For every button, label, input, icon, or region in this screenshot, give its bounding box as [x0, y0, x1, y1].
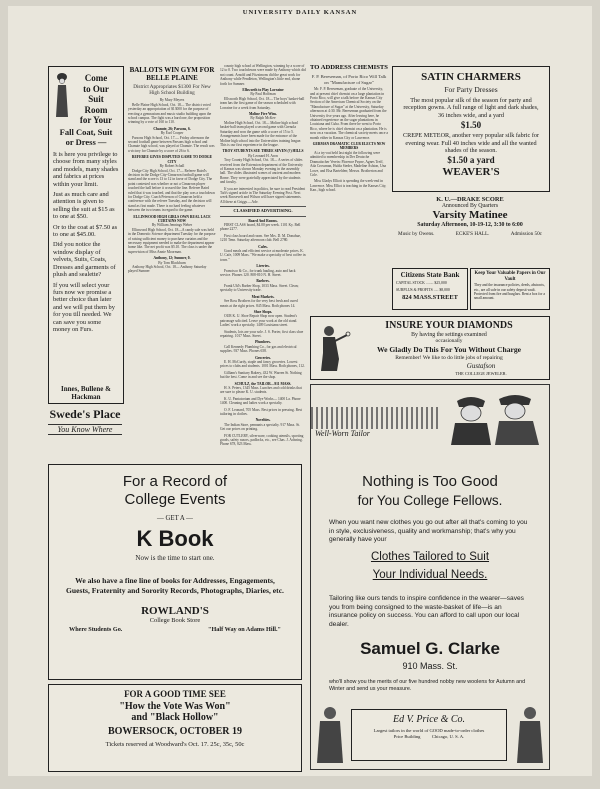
two-men-illustration [443, 391, 547, 445]
headline-dodge-city: REFEREE GIVES DISPUTED GAME TO DODGE CITY [131, 155, 213, 164]
varsity-title: Varsity Matinee [432, 209, 508, 221]
article-text: Moline High School, Oct. 18— Moline high school basket-ball team played a second game with Grenola Saturday and won the game with a score of 15 to 5. Arrangements have been made for the entrance of the Moline high school into the Universities training league. This is our first experience in the league. [220, 120, 302, 147]
classified-ad: See Ross Brothers for the very best fresh and cured meats at the right prices. 845 Mass. Both phones 14. [220, 299, 298, 308]
classified-ad: Students, lots are your sole. J. S. Porter, first class shoe repairing. 1017 Mass. Street. [220, 329, 304, 338]
innes-headline-line: Come [84, 73, 108, 83]
innes-paragraph: It is here you privilege to choose from many styles and models, many shades and fabrics at prices within your limit. [53, 151, 119, 188]
classified-category: Cafes. [258, 244, 268, 249]
classified-ad: E. H. McCurdy, staple and fancy groceries. Lowest prices to clubs and students. 1001 Mass. Both phones, 112. [220, 359, 305, 369]
headline-chemists: TO ADDRESS CHEMISTS [310, 64, 388, 71]
varsity-music: Music by Owens. [398, 231, 435, 237]
swede-tagline: You Know Where [48, 424, 122, 435]
innes-headline-line: to Our [83, 83, 109, 94]
article-text: If you are interested in politics, be sure to read President Taft's signed article in The Saturday Evening Post. Next week Roosevelt and Wilson will have signed statements. All these at Griggs.—Adv. [220, 186, 306, 204]
classified-category: Shoe Shops. [253, 309, 273, 314]
headline-german-club: GERMAN DRAMATIC CLUB ELECTS NEW MEMBERS [312, 142, 386, 151]
divider [220, 206, 306, 207]
bank-address: 824 MASS.STREET [402, 294, 458, 302]
kbook-sub: Now is the time to start one. [135, 554, 215, 562]
rowland-where2: "Half Way on Adams Hill." [208, 626, 281, 634]
diamonds-sub1: By having the settings examined [411, 332, 487, 338]
article-text: Anthony High School, Oct. 18— Anthony Saturday played Sumner [128, 265, 207, 274]
clarke-head4: Your Individual Needs. [372, 569, 488, 581]
masthead: UNIVERSITY DAILY KANSAN [242, 9, 358, 16]
rowland-store: ROWLAND'S [141, 605, 209, 618]
clarke-text1: When you want new clothes you go out after all that's coming to you in style, exclusiveness, quality and workmanship; that's why you generally have your [329, 519, 528, 544]
news-column-4 [310, 64, 388, 306]
woman-figure-illustration [53, 71, 71, 119]
goodtime-line2: "How the Vote Was Won" [119, 701, 231, 712]
classified-ad: O. F. Leonard, 705 Mass. Best prices in pressing. Best tailoring in clothes. [220, 407, 302, 417]
diamonds-ad [310, 316, 550, 380]
price-logo-box [351, 709, 507, 761]
classified-ad: First class board and room. See Mrs. D. M. Donahue, 1210 Tenn. Saturday afternoon club. Bell 2780. [220, 233, 301, 243]
man-right-illustration [515, 703, 545, 763]
crepe-text: CREPE METEOR, another very popular silk fabric for evening wear. Full 40 inches wide and all the wanted shades of the season. [402, 132, 540, 155]
classified-ad: FOR CUTLERY, silverware, cooking utensils, sporting goods, safety razors, padlocks, etc., see Chas. J. Achning. Phone 678, 823 Mass. [220, 433, 304, 447]
classified-heading: CLASSIFIED ADVERTISING. [233, 208, 293, 214]
varsity-admission: Admission 50c [510, 231, 542, 237]
innes-ad [48, 66, 124, 404]
clarke-script: Well-Worn Tailor [315, 429, 370, 438]
divider [220, 216, 306, 217]
clarke-ad [310, 384, 550, 770]
classified-ad: Francisco & Co., for trunk hauling, auto and hack service. Phones 120. 808-810 N. H. Street. [220, 268, 296, 278]
innes-paragraph: Did you notice the window display of velvets, Suits, Coats, Dresses and garments of plush and sealette? [53, 241, 116, 279]
byline: By Ralph McKee [250, 116, 276, 121]
crepe-price: $1.50 a yard [447, 155, 495, 166]
kbook-line1: For a Record of [122, 473, 228, 490]
classified-category: Liveries. [256, 264, 270, 269]
byline: By Mary Meyers [159, 98, 185, 103]
classified-ad: The Indian Store, pennants a specialty. 917 Mass. St. Get our prices on printing. [220, 422, 301, 432]
classified-ad: Frank Uhl's Barber Shop, 1033 Mass. Street. Clean; specialty to University trade. [220, 283, 299, 293]
subhead-chemists: F. P. Bereseman, of Porto Rico Will Talk on "Manufacture of Sugar" [311, 74, 387, 85]
kbook-get: — GET A — [157, 515, 193, 522]
clarke-name: Samuel G. Clarke [360, 639, 500, 658]
rowland-footer [49, 624, 301, 635]
kbook-title: K Book [136, 526, 214, 551]
satin-text: The most popular silk of the season for party and reception gowns. A full range of light and dark shades, 36 inches wide, and a yard [403, 97, 539, 119]
swede-name: Swede's Place [49, 407, 121, 421]
innes-headline-line: Suit [88, 94, 104, 104]
rowland-subtitle: College Book Store [149, 617, 201, 625]
varsity-line1: K. U.—DRAKE SCORE [436, 196, 504, 203]
gustafson-signature: Gustafson [466, 362, 496, 370]
diamonds-title: INSURE YOUR DIAMONDS [385, 320, 513, 331]
headline-ellsworth: Ellsworth to Play Lorraine [242, 88, 284, 93]
satin-price: $1.50 [460, 120, 482, 131]
clarke-head3: Clothes Tailored to Suit [370, 551, 490, 563]
innes-headline-top [71, 73, 121, 126]
gustafson-subtitle: THE COLLEGE JEWELER. [455, 371, 507, 376]
article-text: Parsons High School, Oct. 17.— Friday afternoon the second football game between Parsons high school and Chanute high school, was played at Chanute. The result was a victory for Chanute by a score of 26 to 6. [128, 135, 215, 153]
goodtime-line3: and "Black Hollow" [131, 712, 219, 723]
classified-category: SCHULZ, the TAILOR—911 MASS. [234, 381, 292, 386]
classified-ad: FIRST CLASS board, $4.00 per week. 1101 Ky. Bell phone 2277. [220, 223, 301, 232]
innes-headline-line: Fall Coat, Suit [59, 127, 113, 137]
article-text: Dodge City High School, Oct. 17— Referee Baird's decision in the Dodge City-Cimarron football game will stand and the score is 13 to 12 in favor of Dodge City. The point contested was whether or not a Cimarron player touched the ball before it crossed the line. Referee Baird ruled that it was touched, and that the play was a touchdown for Dodge City. Coach Peterson of Cimarron held a conference with the referee Tuesday, and the decision will stand as first made. There is no hard feeling whatever between the two teams in regard to the game. [128, 168, 215, 213]
kbook-text: We also have a fine line of books for Addresses, Engagements, Guests, Fraternity and Sorority Records, Photographs, Diaries, etc. [66, 576, 284, 595]
byline: By Tom Blackburn [158, 260, 186, 265]
clarke-text2: Tailoring like ours tends to inspire confidence in the wearer—saves you from being consigned to the waste-basket of life—is an insurance policy on success. You can afford to call upon our local dealer. [329, 595, 524, 628]
classified-category: Novelties. [255, 418, 271, 423]
bank-title: Citizens State Bank [400, 271, 460, 279]
goodtime-line5: Tickets reserved at Woodward's Oct. 17. 25c, 35c, 50c [105, 741, 245, 748]
valuable-papers-ad [470, 268, 550, 310]
innes-paragraph: If you will select your furs now we promise a better choice than later and we will put them by for you till needed. We can save you some money on Furs. [53, 281, 115, 333]
innes-headline-bottom [51, 127, 121, 147]
innes-paragraph: Just as much care and attention is given to selling the suit at $15 as to one at $50. [53, 191, 115, 221]
headline-anthony: Anthony, 12; Sumner, 0. [153, 256, 191, 261]
price-logo-sub2: Price Building Chicago, U. S. A. [393, 733, 465, 739]
varsity-date: Saturday Afternoon, 10-19-12, 3:30 to 6:00 [417, 222, 523, 228]
classified-category: Plumbers. [255, 340, 271, 345]
clarke-head2: for You College Fellows. [357, 493, 503, 508]
classified-category: Barbers. [256, 279, 270, 284]
headline-troy: TROY STUDENTS SEE THREE SEVEN (?) HILLS [222, 149, 304, 154]
price-logo: Ed V. Price & Co. [392, 714, 466, 725]
kbook-line2: College Events [124, 491, 226, 508]
article-text: county high school at Wellington, winning by a score of 12 to 0. Two touchdowns were made by Anthony which did not count. Arnold and Fitzsimons did the great work for Anthony while Pendleton, Wellington's little end, shone forth for Sumner. [220, 64, 306, 86]
innes-body [53, 151, 119, 336]
byline: By William Jennings Weber [151, 223, 193, 228]
classified-ad: Gilliam's Sanitary Bakery, 432 W. Warren St. Nothing but the best. Come in and see the shop. [220, 370, 302, 380]
article-text: Belle Plaine High School, Oct. 18— The district voted yesterday an appropriation of $13000 for the purpose of erecting a gymnasium and music studio building upon the school campus. The fight was a hard one, the proposition winning by a vote of 160 to 110. [128, 102, 212, 125]
varsity-footer [392, 231, 548, 237]
article-text: Miss Gladys Elliott is spending the week-end in Lawrence. Miss Elliot is teaching in the Kansas City, Kan., high school. [310, 179, 387, 193]
kbook-ad [48, 464, 302, 680]
article-text: At a try-out held last night the following were admitted to membership in Der Deutsche Dramatischer Verein: Florence Payne, Agnes Treff, Ada Crossman, Hulda Steder, Madeline Ashton, Una Lowe, and Elsa Bartelden; Messrs. Brotherton and Cole. [310, 150, 387, 177]
article-text: Ellsworth High School, Oct. 18— The boys' basket-ball team has the first game of the season scheduled with Lorraine for a week from Saturday. [220, 96, 305, 110]
innes-headline-line: for Your [79, 115, 113, 125]
classified-ad: Call Kennedy Plumbing Co., for gas and electrical supplies. 937 Mass. Phones 658. [220, 344, 297, 354]
citizens-bank-ad [392, 268, 468, 310]
bank-capital: CAPITAL STOCK ........ $25,000 [396, 281, 447, 285]
diamonds-line1: We Gladly Do This For You Without Charge [376, 345, 522, 354]
byline: By Leonard H. Aron [248, 153, 278, 158]
varsity-hall: ECKE'S HALL. [455, 231, 490, 237]
classified-category: Groceries. [255, 355, 271, 360]
border-pattern [311, 407, 441, 429]
article-text: Mr. F. P. Bereseman, graduate of the University, and at present chief chemist on a large plantation in Porto Rico, will give a talk before the Kansas City Section of the American Chemical Society on the "Manufacture of Sugar" at the University, Saturday afternoon at 4:30. Mr. Bereseman graduated from the University five years ago. After leaving here, he obtained experience on the sugar plantations in Louisiana and Cuba. From there he went to Porto Rico, where he is chief chemist on a plantation. He is now on a vacation. The chemical society meets once a month either in Kansas City or Lawrence. [310, 87, 388, 140]
subhead-belle-plaine: District Appropriates $1300 For New High School Building [133, 84, 211, 97]
classified-category: Board And Rooms. [248, 218, 278, 223]
goodtime-line1: FOR A GOOD TIME SEE [124, 689, 226, 699]
clarke-text3: who'll show you the merits of our five hundred nobby new woolens for Autumn and Winter and send us your measure. [329, 679, 526, 692]
rowland-where: Where Students Go. [69, 626, 123, 634]
varsity-matinee-ad [392, 196, 548, 262]
headline-belle-plaine: BALLOTS WIN GYM FOR BELLE PLAINE [129, 66, 215, 82]
varsity-line2: Announced By Quarters [441, 203, 499, 209]
satin-charmers-ad [392, 66, 550, 192]
price-logo-sub: Largest tailors in the world of GOOD made-to-order clothes [373, 728, 485, 733]
headline-ellinwood: ELLINWOOD HIGH GIRLS OWN REAL LACE CURTAINS NOW [133, 214, 211, 223]
classified-ad: K. U. Pantatorium and Dye Works— 1400 La. Phone 1400. Cleaning and ladies work a specialty. [220, 396, 301, 406]
satin-title: SATIN CHARMERS [421, 71, 521, 83]
innes-headline-line: Room [84, 104, 108, 115]
goodtime-line4: BOWERSOCK, OCTOBER 19 [107, 726, 242, 737]
byline: By Paul Hoffman [250, 92, 276, 97]
innes-paragraph: Or to the coat at $7.50 as to one at $45.00. [53, 223, 118, 239]
headline-chanute: Chanute, 26; Parsons, 6. [153, 126, 191, 131]
swede-ad [48, 406, 122, 446]
article-text: Ellinwood High School, Oct. 18—A candy sale was held in the Domestic Science department Tuesday for the purpose of raising sufficient money to purchase curtains and the necessary equipment needed to make the department appear home like. The net profit was $5.10. The class is under the supervision of Miss Annie Moorman. [128, 227, 216, 254]
clarke-head1: Nothing is Too Good [362, 473, 498, 490]
innes-headline-line: or Dress — [65, 137, 107, 147]
man-left-illustration [315, 703, 345, 763]
classified-ad: Good meals and efficient service at moderate prices. K. U. Cafe, 1009 Mass. "We make a specialty of best coffee in town." [220, 249, 306, 262]
classified-ad: H. S. Peters, 1345 Mass. Lunches and cold drinks that are sure to please K. U. students. [220, 386, 302, 395]
byline: By Earl Cooper [160, 131, 184, 136]
news-column-2 [128, 66, 216, 458]
innes-store-name: Innes, Bullene & Hackman [61, 385, 111, 401]
classified-ad: OUR K. U. Shoe Repair Shop now open. Student's patronage solicited. Leave your work at the old stand. Ladies' work a specialty. 1409 Louisiana street. [220, 314, 298, 328]
bank-surplus: SURPLUS & PROFITS ..... $8,000 [396, 287, 450, 292]
classified-category: Meat Markets. [251, 294, 275, 299]
article-text: Troy County High School, Oct. 18— A series of slides received from the Extension department of the University of Kansas was shown Monday evening in the assembly hall. The slides illustrated scenes of ancient and modern Rome. They were gratefully appreciated by the students and faculty. [220, 158, 303, 185]
diamonds-line2: Remember! We like to do little jobs of repairing [395, 355, 503, 361]
good-time-ad [48, 684, 302, 772]
man-diamond-illustration [317, 323, 351, 373]
papers-title: Keep Your Valuable Papers in Our Vault [474, 271, 546, 282]
weavers-name: WEAVER'S [442, 166, 500, 179]
papers-text: They and the insurance policies, deeds, abstracts, etc., are all safe in our safety deposit vault. Protected from fire and burglars. Rent a box for a small amount. [474, 283, 545, 301]
diamonds-sub2: occasionally [435, 338, 463, 344]
newspaper-page [8, 6, 592, 776]
headline-moline: Moline Five Wins. [249, 112, 277, 117]
clarke-address: 910 Mass. St. [402, 661, 458, 671]
byline: By Robert Schall [159, 164, 185, 169]
satin-subtitle: For Party Dresses [444, 85, 498, 94]
